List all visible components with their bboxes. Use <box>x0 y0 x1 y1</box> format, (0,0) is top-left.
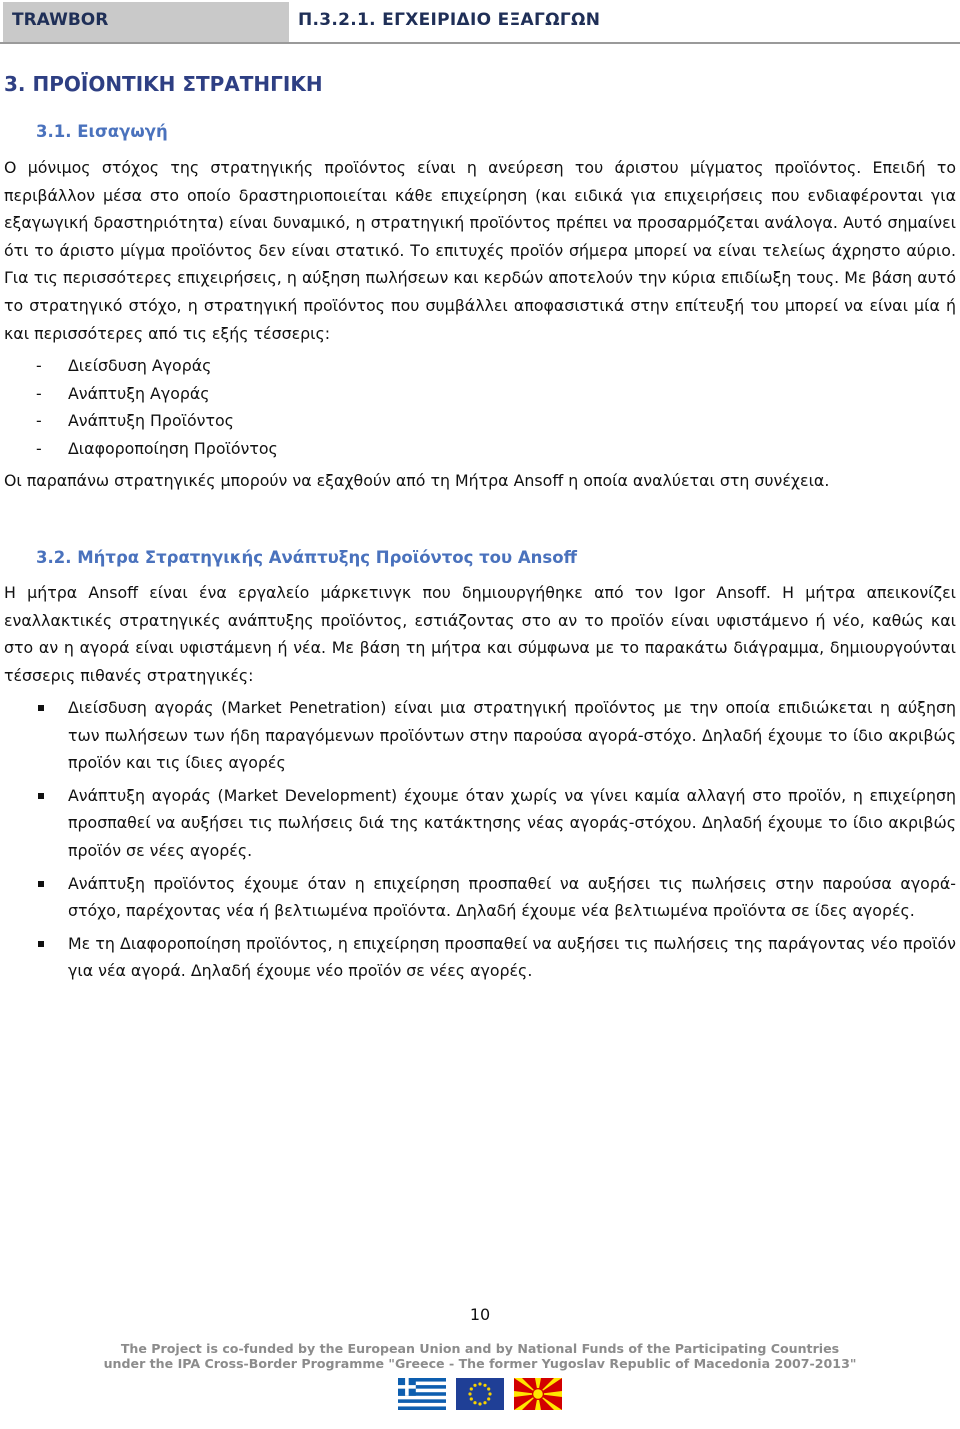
list-item: - Ανάπτυξη Αγοράς <box>36 383 210 403</box>
list-item-text: Διείσδυση Αγοράς <box>68 356 212 375</box>
subsection-title-intro: 3.1. Εισαγωγή <box>36 122 168 141</box>
funding-line-1: The Project is co-funded by the European Union and by National Funds of the Participating Countries <box>120 1341 840 1356</box>
list-item <box>36 930 956 985</box>
list-item-text: Ανάπτυξη Προϊόντος <box>68 411 234 431</box>
eu-flag-icon <box>456 1378 504 1410</box>
bullet-square-icon <box>38 705 44 711</box>
subsection-title-ansoff: 3.2. Μήτρα Στρατηγικής Ανάπτυξης Προϊόντος του Ansoff <box>36 548 577 567</box>
page-number: 10 <box>469 1305 491 1324</box>
list-item <box>36 782 956 865</box>
list-item-text: Διαφοροποίηση Προϊόντος <box>68 438 278 458</box>
list-item-text: Με τη Διαφοροποίηση προϊόντος, η επιχείρηση προσπαθεί να αυξήσει τις πωλήσεις της παράγοντας νέο προϊόν για νέα αγορά. Δηλαδή έχουμε νέο προϊόν σε νέες αγορές. <box>68 933 956 981</box>
list-item <box>36 694 956 777</box>
header-doc-title: Π.3.2.1. ΕΓΧΕΙΡΙΔΙΟ ΕΞΑΓΩΓΩΝ <box>298 10 601 30</box>
bullet-square-icon <box>38 941 44 947</box>
list-item: - Διείσδυση Αγοράς <box>36 356 212 375</box>
list-item: - Διαφοροποίηση Προϊόντος <box>36 438 278 458</box>
partner-flags <box>398 1374 568 1416</box>
ansoff-bullet-list <box>36 694 956 990</box>
list-item: - Ανάπτυξη Προϊόντος <box>36 411 234 431</box>
bullet-square-icon <box>38 881 44 887</box>
strategy-list <box>36 352 278 462</box>
intro-closing: Οι παραπάνω στρατηγικές μπορούν να εξαχθούν από τη Μήτρα Ansoff η οποία αναλύεται στη συνέχεια. <box>4 471 830 490</box>
section-title: 3. ΠΡΟΪΟΝΤΙΚΗ ΣΤΡΑΤΗΓΙΚΗ <box>4 72 323 96</box>
intro-paragraph: Ο μόνιμος στόχος της στρατηγικής προϊόντος είναι η ανεύρεση του άριστου μίγματος προϊόντος. Επειδή το περιβάλλον μέσα στο οποίο δραστηριοποιείται κάθε επιχείρηση (και ειδικά για επιχειρήσεις που ενδιαφέρονται για εξαγωγική δραστηριότητα) είναι δυναμικό, η στρατηγική προϊόντος πρέπει να προσαρμόζεται ανάλογα. Αυτό σημαίνει ότι το άριστο μίγμα προϊόντος δεν είναι στατικό. Το επιτυχές προϊόν σήμερα μπορεί να είναι τελείως άχρηστο αύριο. Για τις περισσότερες επιχειρήσεις, η αύξηση πωλήσεων και κερδών αποτελούν την κύρια επιδίωξη τους. Με βάση αυτό το στρατηγικό στόχο, η στρατηγική προϊόντος που συμβάλλει αποφασιστικά στην επίτευξή του μπορεί να είναι μία ή και περισσότερες από τις εξής τέσσερις: <box>4 158 956 343</box>
funding-statement <box>0 1341 960 1371</box>
header-brand: TRAWBOR <box>12 10 109 30</box>
greece-flag-icon <box>398 1378 446 1410</box>
list-item-text: Ανάπτυξη αγοράς (Market Development) έχουμε όταν χωρίς να γίνει καμία αλλαγή στο προϊόν, η επιχείρηση προσπαθεί να αυξήσει τις πωλήσεις διά της κατάκτησης νέας αγοράς-στόχου. Δηλαδή έχουμε το ίδιο ακριβώς προϊόν σε νέες αγορές. <box>68 785 956 860</box>
ansoff-paragraph: Η μήτρα Ansoff είναι ένα εργαλείο μάρκετινγκ που δημιουργήθηκε από τον Igor Ansoff. Η μήτρα απεικονίζει εναλλακτικές στρατηγικές ανάπτυξης προϊόντος, εστιάζοντας στο αν το προϊόν είναι υφιστάμενο ή νέο, καθώς και στο αν η αγορά είναι υφιστάμενη ή νέα. Με βάση τη μήτρα και σύμφωνα με το παρακάτω διάγραμμα, δημιουργούνται τέσσερις πιθανές στρατηγικές: <box>4 583 956 685</box>
bullet-square-icon <box>38 793 44 799</box>
funding-line-2: under the IPA Cross-Border Programme "Greece - The former Yugoslav Republic of Macedonia 2007-2013" <box>103 1356 857 1371</box>
list-item-text: Ανάπτυξη προϊόντος έχουμε όταν η επιχείρηση προσπαθεί να αυξήσει τις πωλήσεις στην παρούσα αγορά-στόχο, παρέχοντας νέα ή βελτιωμένα προϊόντα. Δηλαδή έχουμε νέα βελτιωμένα προϊόντα σε ίδες αγορές. <box>68 873 956 921</box>
list-item <box>36 870 956 925</box>
page-header <box>0 0 960 44</box>
header-left-box <box>3 2 289 42</box>
macedonia-flag-icon <box>514 1378 562 1410</box>
list-item-text: Ανάπτυξη Αγοράς <box>68 383 210 403</box>
list-item-text: Διείσδυση αγοράς (Market Penetration) είναι μια στρατηγική προϊόντος με την οποία επιδιώκεται η αύξηση των πωλήσεων των ήδη παραγόμενων προϊόντων στην παρούσα αγορά-στόχο. Δηλαδή έχουμε το ίδιο ακριβώς προϊόν και τις ίδιες αγορές <box>68 698 956 773</box>
